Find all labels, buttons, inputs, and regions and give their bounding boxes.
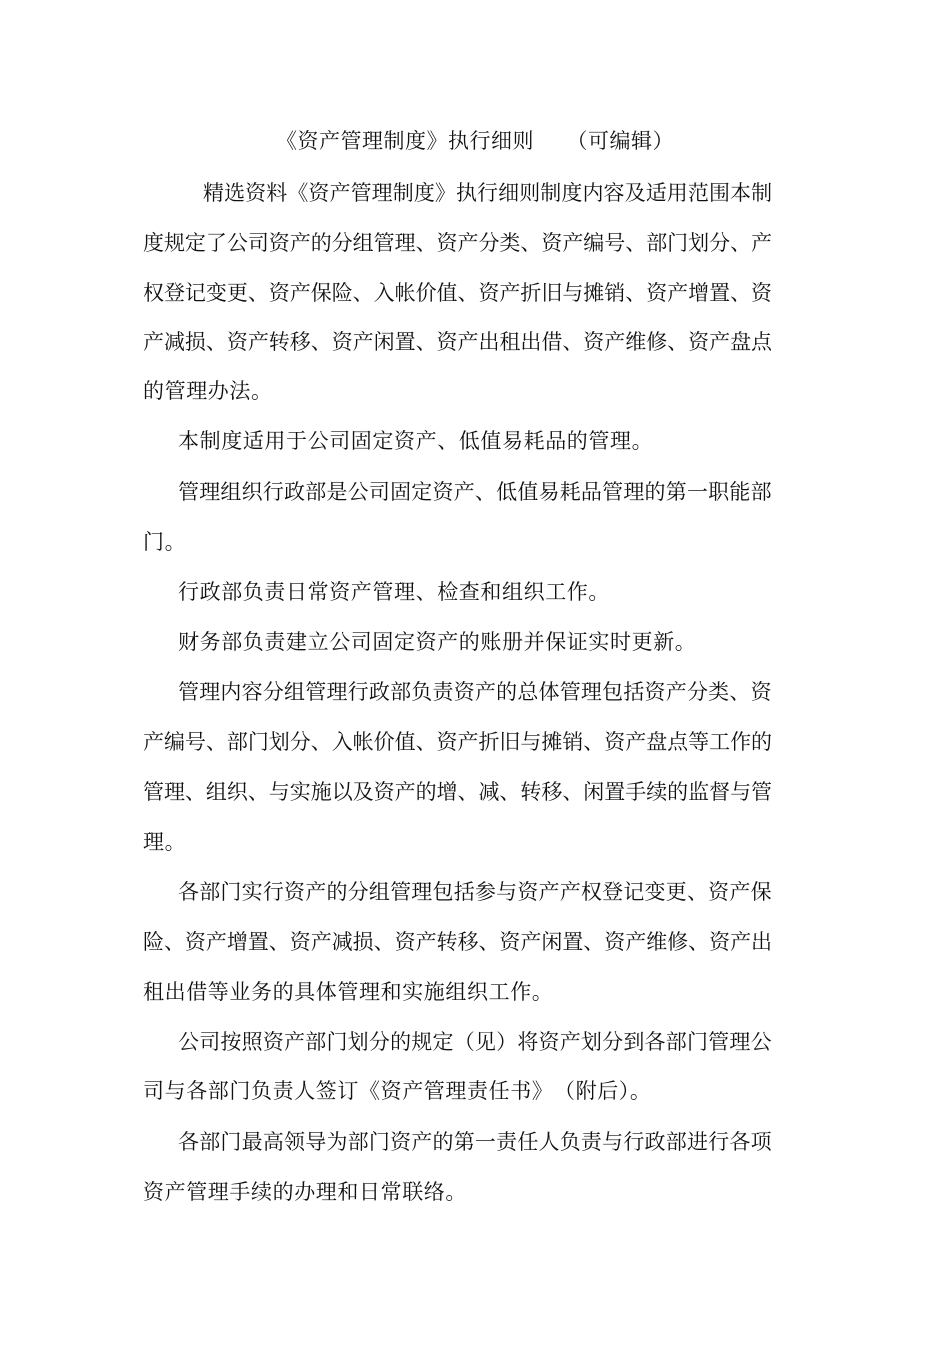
paragraph-line: 管理组织行政部是公司固定资产、低值易耗品管理的第一职能部 xyxy=(178,480,772,504)
paragraph-line: 产减损、资产转移、资产闲置、资产出租出借、资产维修、资产盘点 xyxy=(143,330,772,354)
paragraph-line: 险、资产增置、资产减损、资产转移、资产闲置、资产维修、资产出 xyxy=(143,930,772,954)
paragraph-line: 财务部负责建立公司固定资产的账册并保证实时更新。 xyxy=(178,630,697,654)
paragraph-line: 理。 xyxy=(143,830,187,854)
paragraph-line: 产编号、部门划分、入帐价值、资产折旧与摊销、资产盘点等工作的 xyxy=(143,730,772,754)
paragraph-line: 管理内容分组管理行政部负责资产的总体管理包括资产分类、资 xyxy=(178,680,772,704)
paragraph-line: 行政部负责日常资产管理、检查和组织工作。 xyxy=(178,580,610,604)
paragraph-line: 的管理办法。 xyxy=(143,379,273,403)
paragraph-line: 本制度适用于公司固定资产、低值易耗品的管理。 xyxy=(178,429,654,453)
paragraph-line: 门。 xyxy=(143,530,187,554)
paragraph-line: 租出借等业务的具体管理和实施组织工作。 xyxy=(143,980,554,1004)
paragraph-line: 资产管理手续的办理和日常联络。 xyxy=(143,1180,467,1204)
paragraph-line: 度规定了公司资产的分组管理、资产分类、资产编号、部门划分、产 xyxy=(143,231,772,255)
paragraph-line: 管理、组织、与实施以及资产的增、减、转移、闲置手续的监督与管 xyxy=(143,780,772,804)
paragraph-line: 公司按照资产部门划分的规定（见）将资产划分到各部门管理公 xyxy=(178,1030,772,1054)
paragraph-line: 各部门最高领导为部门资产的第一责任人负责与行政部进行各项 xyxy=(178,1130,772,1154)
document-title: 《资产管理制度》执行细则 （可编辑） xyxy=(276,129,674,153)
paragraph-line: 精选资料《资产管理制度》执行细则制度内容及适用范围本制 xyxy=(203,181,773,205)
paragraph-line: 权登记变更、资产保险、入帐价值、资产折旧与摊销、资产增置、资 xyxy=(143,281,772,305)
paragraph-line: 司与各部门负责人签订《资产管理责任书》 （附后）。 xyxy=(143,1079,652,1103)
paragraph-line: 各部门实行资产的分组管理包括参与资产产权登记变更、资产保 xyxy=(178,880,772,904)
